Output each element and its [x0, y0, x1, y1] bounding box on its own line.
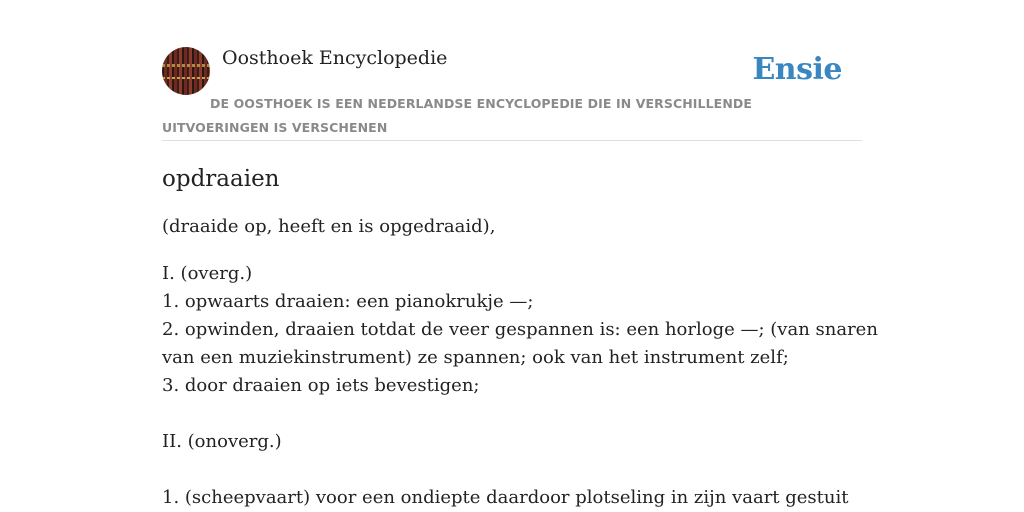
- definition-line: I. (overg.): [162, 263, 253, 284]
- definition-line: 3. door draaien op iets bevestigen;: [162, 375, 480, 396]
- definition-line: 1. opwaarts draaien: een pianokrukje —;: [162, 291, 534, 312]
- definition-line: 1. (scheepvaart) voor een ondiepte daardoor plotseling in zijn vaart gestuit: [162, 487, 849, 508]
- definition-line: [162, 400, 862, 428]
- site-header: [162, 46, 862, 141]
- site-subtitle: DE OOSTHOEK IS EEN NEDERLANDSE ENCYCLOPEDIE DIE IN VERSCHILLENDE UITVOERINGEN IS VERSCHENEN: [162, 96, 752, 135]
- definition-list: [162, 260, 878, 512]
- definition-line: 2. opwinden, draaien totdat de veer gespannen is: een horloge —; (van snaren: [162, 319, 878, 340]
- definition-line: II. (onoverg.): [162, 431, 282, 452]
- entry-content: [162, 162, 878, 512]
- definition-line: [162, 456, 862, 484]
- brand-logo[interactable]: Ensie: [752, 52, 842, 87]
- headword: opdraaien: [162, 166, 280, 192]
- definition-line: van een muziekinstrument) ze spannen; ook van het instrument zelf;: [162, 347, 789, 368]
- encyclopedia-books-icon[interactable]: [162, 47, 210, 95]
- grammar-info: (draaide op, heeft en is opgedraaid),: [162, 216, 496, 237]
- site-title[interactable]: Oosthoek Encyclopedie: [222, 47, 448, 69]
